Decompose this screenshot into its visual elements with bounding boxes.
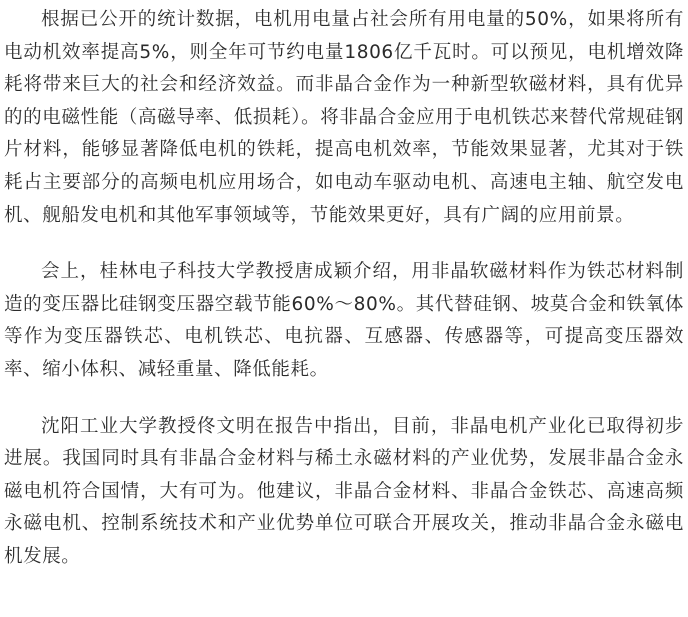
- article-body: [4, 4, 684, 574]
- paragraph-transformer: 会上，桂林电子科技大学教授唐成颖介绍，用非晶软磁材料作为铁芯材料制造的变压器比硅钢变压器空载节能60%～80%。其代替硅钢、坡莫合金和铁氧体等作为变压器铁芯、电机铁芯、电抗器、互感器、传感器等，可提高变压器效率、缩小体积、减轻重量、降低能耗。: [4, 261, 684, 380]
- paragraph-energy-savings: 根据已公开的统计数据，电机用电量占社会所有用电量的50%，如果将所有电动机效率提高5%，则全年可节约电量1806亿千瓦时。可以预见，电机增效降耗将带来巨大的社会和经济效益。而非晶合金作为一种新型软磁材料，具有优异的的电磁性能（高磁导率、低损耗）。将非晶合金应用于电机铁芯来替代常规硅钢片材料，能够显著降低电机的铁耗，提高电机效率，节能效果显著，尤其对于铁耗占主要部分的高频电机应用场合，如电动车驱动电机、高速电主轴、航空发电机、舰船发电机和其他军事领域等，节能效果更好，具有广阔的应用前景。: [4, 9, 684, 226]
- paragraph-industrialization: 沈阳工业大学教授佟文明在报告中指出，目前，非晶电机产业化已取得初步进展。我国同时具有非晶合金材料与稀土永磁材料的产业优势，发展非晶合金永磁电机符合国情，大有可为。他建议，非晶合金材料、非晶合金铁芯、高速高频永磁电机、控制系统技术和产业优势单位可联合开展攻关，推动非晶合金永磁电机发展。: [4, 415, 684, 567]
